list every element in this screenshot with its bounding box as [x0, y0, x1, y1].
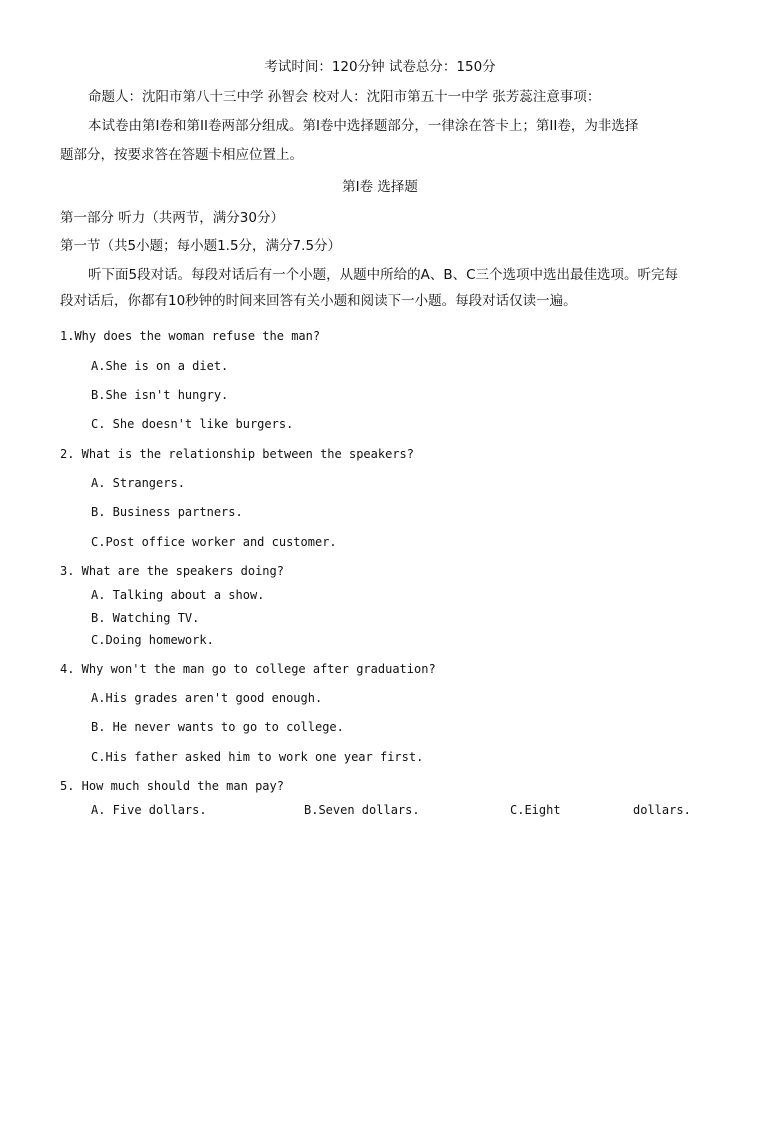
directions-line-2: 段对话后，你都有10秒钟的时间来回答有关小题和阅读下一小题。每段对话仅读一遍。 — [60, 293, 577, 309]
directions-line-1: 听下面5段对话。每段对话后有一个小题，从题中所给的A、B、C三个选项中选出最佳选项。听完每 — [88, 267, 679, 283]
q4-option-b: B. He never wants to go to college. — [91, 720, 344, 734]
q1-option-a: A.She is on a diet. — [91, 359, 229, 373]
q5-option-c-unit: dollars. — [633, 803, 691, 817]
q3-option-b: B. Watching TV. — [91, 611, 200, 625]
q2-option-b: B. Business partners. — [91, 505, 243, 519]
q5-option-b: B.Seven dollars. — [304, 803, 420, 817]
q5-option-c: C.Eight — [510, 803, 561, 817]
q2-option-a: A. Strangers. — [91, 476, 185, 490]
question-1: 1.Why does the woman refuse the man? — [60, 329, 321, 343]
q3-option-c: C.Doing homework. — [91, 633, 214, 647]
question-2: 2. What is the relationship between the speakers? — [60, 447, 415, 461]
q4-option-c: C.His father asked him to work one year first. — [91, 750, 424, 764]
q3-option-a: A. Talking about a show. — [91, 588, 265, 602]
exam-info: 考试时间：120分钟 试卷总分：150分 — [264, 59, 496, 75]
question-3: 3. What are the speakers doing? — [60, 564, 284, 578]
q1-option-c: C. She doesn't like burgers. — [91, 417, 294, 431]
authors-line: 命题人：沈阳市第八十三中学 孙智会 校对人：沈阳市第五十一中学 张芳蕊注意事项： — [88, 89, 601, 105]
q5-option-a: A. Five dollars. — [91, 803, 207, 817]
q4-option-a: A.His grades aren't good enough. — [91, 691, 323, 705]
part-title: 第一部分 听力（共两节，满分30分） — [60, 210, 284, 226]
q1-option-b: B.She isn't hungry. — [91, 388, 229, 402]
volume-title: 第I卷 选择题 — [342, 179, 418, 195]
subsection-title: 第一节（共5小题；每小题1.5分，满分7.5分） — [60, 238, 342, 254]
q2-option-c: C.Post office worker and customer. — [91, 535, 337, 549]
question-4: 4. Why won't the man go to college after graduation? — [60, 662, 436, 676]
instruction-line-2: 题部分，按要求答在答题卡相应位置上。 — [60, 147, 303, 163]
instruction-line-1: 本试卷由第I卷和第II卷两部分组成。第I卷中选择题部分，一律涂在答卡上；第II卷，为非选择 — [88, 118, 639, 134]
question-5: 5. How much should the man pay? — [60, 779, 284, 793]
